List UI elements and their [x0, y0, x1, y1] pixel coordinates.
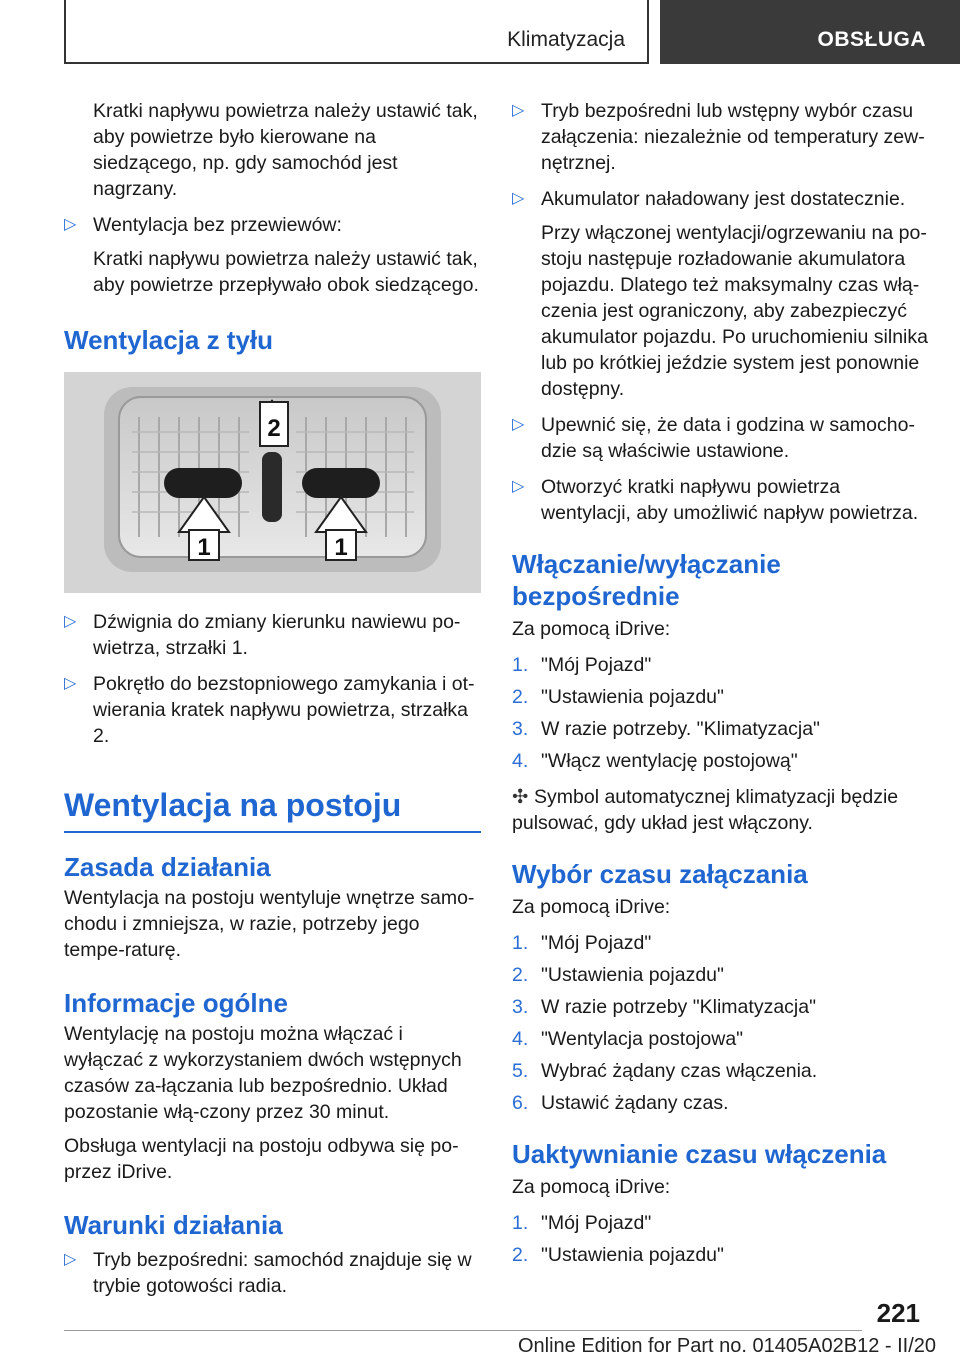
rear-vent-figure [64, 372, 481, 593]
condition-bullet-4: ▷ Upewnić się, że data i godzina w samocho-dzie są właściwie ustawione. [512, 414, 915, 462]
figure-label-2: 2 [267, 415, 281, 442]
triangle-bullet-icon: ▷ [64, 675, 77, 692]
bullet-draftfree: ▷ Wentylacja bez przewiewów: [64, 214, 342, 236]
parking-heading: Wentylacja na postoju [64, 785, 481, 833]
principle-text: Wentylacja na postoju wentyluje wnętrze samo-chodu i zmniejsza, w razie, potrzeby jego tempe-raturę. [64, 887, 475, 961]
figure-label-1-right: 1 [334, 534, 348, 561]
activate-heading: Uaktywnianie czasu włączenia [512, 1139, 887, 1169]
chapter-tab [660, 0, 960, 64]
principle-heading: Zasada działania [64, 852, 271, 882]
footer-edition-link[interactable]: Online Edition for Part no. 01405A02B12 - II/20 [517, 1335, 936, 1357]
select-step-4: 4. "Wentylacja postojowa" [512, 1028, 744, 1050]
select-step-6: 6. Ustawić żądany czas. [512, 1092, 729, 1114]
select-step-5: 5. Wybrać żądany czas włączenia. [512, 1060, 818, 1082]
condition-bullet-5: ▷ Otworzyć kratki napływu powietrza wentylacji, aby umożliwić napływ powietrza. [512, 476, 919, 524]
direct-heading: Włączanie/wyłączanie bezpośrednie [512, 549, 781, 611]
section-title: Klimatyzacja [507, 28, 625, 51]
rear-heading: Wentylacja z tyłu [64, 325, 274, 355]
activate-step-1: 1. "Mój Pojazd" [512, 1212, 652, 1234]
direct-step-4: 4. "Włącz wentylację postojową" [512, 750, 798, 772]
rear-bullet-2: ▷ Pokrętło do bezstopniowego zamykania i ot-wierania kratek napływu powietrza, strzałka 2. [64, 673, 475, 747]
rear-vent-illustration [64, 372, 481, 593]
conditions-bullet-1: ▷ Tryb bezpośredni: samochód znajduje się w trybie gotowości radia. [64, 1249, 472, 1297]
triangle-bullet-icon: ▷ [512, 190, 525, 207]
activate-via-idrive: Za pomocą iDrive: [512, 1176, 671, 1198]
select-step-3: 3. W razie potrzeby "Klimatyzacja" [512, 996, 817, 1018]
general-text-1: Wentylację na postoju można włączać i wyłączać z wykorzystaniem dwóch wstępnych czasów za-łączania lub bezpośrednio. Układ pozostanie włą-czony przez 30 minut. [64, 1023, 462, 1123]
triangle-bullet-icon: ▷ [512, 102, 525, 119]
figure-label-1-left: 1 [197, 534, 211, 561]
triangle-bullet-icon: ▷ [512, 478, 525, 495]
draftfree-text: Kratki napływu powietrza należy ustawić tak, aby powietrze przepływało obok siedzącego. [93, 248, 479, 296]
condition-bullet-2: ▷ Tryb bezpośredni lub wstępny wybór czasu załączenia: niezależnie od temperatury zew-nętrznej. [512, 100, 925, 174]
direct-step-1: 1. "Mój Pojazd" [512, 654, 652, 676]
intro-text: Kratki napływu powietrza należy ustawić tak, aby powietrze było kierowane na siedzącego, np. gdy samochód jest nagrzany. [93, 100, 478, 200]
general-heading: Informacje ogólne [64, 988, 288, 1018]
select-step-1: 1. "Mój Pojazd" [512, 932, 652, 954]
footer-divider [64, 1330, 862, 1331]
right-column [512, 98, 932, 1268]
page-number: 221 [876, 1298, 920, 1328]
triangle-bullet-icon: ▷ [64, 613, 77, 630]
select-step-2: 2. "Ustawienia pojazdu" [512, 964, 724, 986]
general-text-2: Obsługa wentylacji na postoju odbywa się po-przez iDrive. [64, 1135, 459, 1183]
symbol-text-paragraph: ✣ Symbol automatycznej klimatyzacji będzie pulsować, gdy układ jest włączony. [512, 786, 899, 834]
left-column [64, 98, 481, 1299]
condition-bullet-3: ▷ Akumulator naładowany jest dostatecznie. [512, 188, 906, 210]
activate-step-2: 2. "Ustawienia pojazdu" [512, 1244, 724, 1266]
triangle-bullet-icon: ▷ [64, 1251, 77, 1268]
direct-via-idrive: Za pomocą iDrive: [512, 618, 671, 640]
triangle-bullet-icon: ▷ [512, 416, 525, 433]
triangle-bullet-icon: ▷ [64, 216, 77, 233]
conditions-heading: Warunki działania [64, 1210, 283, 1240]
select-via-idrive: Za pomocą iDrive: [512, 896, 671, 918]
direct-step-2: 2. "Ustawienia pojazdu" [512, 686, 724, 708]
climate-fan-icon: ✣ [512, 786, 529, 808]
rear-bullet-1: ▷ Dźwignia do zmiany kierunku nawiewu po-wietrza, strzałki 1. [64, 611, 461, 659]
select-heading: Wybór czasu załączania [512, 859, 808, 889]
direct-step-3: 3. W razie potrzeby. "Klimatyzacja" [512, 718, 820, 740]
header-section-box [64, 0, 649, 64]
battery-text: Przy włączonej wentylacji/ogrzewaniu na po-stoju następuje rozładowanie akumulatora pojazdu. Dlatego też maksymalny czas włą-czenia jest ograniczony, aby zabezpieczyć akumulator pojazdu. Po uruchomieniu silnika lub po krótkiej jeździe system jest ponownie dostępny. [541, 222, 928, 400]
chapter-tab-label: OBSŁUGA [817, 28, 926, 51]
